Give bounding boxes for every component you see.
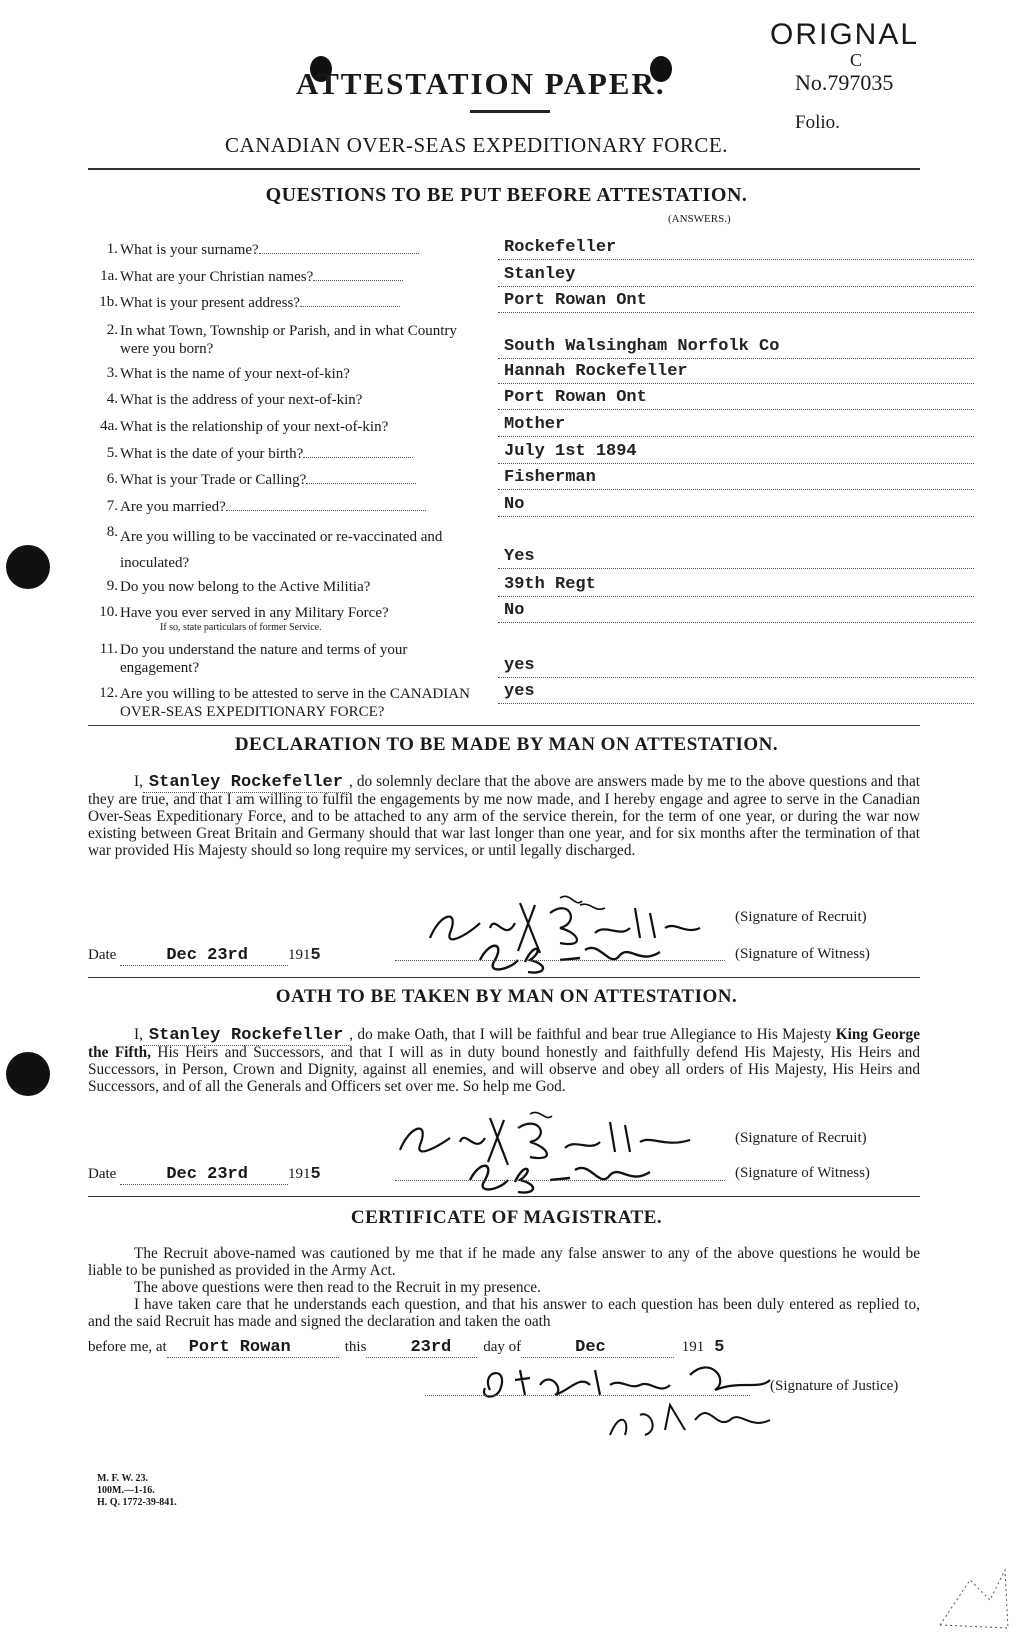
question-label: Are you married? xyxy=(120,499,226,515)
question-text xyxy=(120,241,560,259)
question-note: If so, state particulars of former Service. xyxy=(160,622,322,633)
declaration-name: Stanley Rockefeller xyxy=(143,773,349,793)
declaration-date: Dec 23rd xyxy=(120,946,288,966)
form-footer xyxy=(97,1473,177,1509)
year-suffix: 5 xyxy=(310,946,321,965)
answer-field: yes xyxy=(498,681,974,704)
date-label: Date xyxy=(88,1166,117,1182)
question-label: What is the date of your birth? xyxy=(120,446,304,462)
question-label: What is your surname? xyxy=(120,242,259,258)
year-suffix: 5 xyxy=(310,1165,321,1184)
question-number: 3. xyxy=(106,365,118,381)
question-number: 8. xyxy=(106,524,118,540)
answer-field: Port Rowan Ont xyxy=(498,290,974,313)
answer-field: 39th Regt xyxy=(498,574,974,597)
divider xyxy=(88,168,920,170)
reg-number xyxy=(795,70,893,96)
question-label: Are you willing to be vaccinated or re-vaccinated and inoculated? xyxy=(120,529,443,571)
question-number: 12. xyxy=(99,685,118,701)
oath-body-1: , do make Oath, that I will be faithful and bear true Allegiance to His Majesty xyxy=(349,1026,836,1043)
question-label: Are you willing to be attested to serve in the CANADIAN OVER-SEAS EXPEDITIONARY FORCE? xyxy=(120,686,470,720)
page-title: ATTESTATION PAPER. xyxy=(296,66,666,101)
oath-heading: OATH TO BE TAKEN BY MAN ON ATTESTATION. xyxy=(275,986,738,1007)
question-label: What is your Trade or Calling? xyxy=(120,472,307,488)
question-text xyxy=(120,391,560,409)
answer-field: yes xyxy=(498,655,974,678)
question-text xyxy=(120,641,480,677)
witness-signature-declaration xyxy=(470,930,670,978)
oath-king: King George the Fifth, xyxy=(88,1026,920,1061)
witness-signature-label: (Signature of Witness) xyxy=(735,1165,870,1181)
question-text xyxy=(120,445,560,463)
question-text xyxy=(120,604,560,622)
answer-field: No xyxy=(498,600,974,623)
declaration-body: , do solemnly declare that the above are answers made by me to the above questions and that they are true, and that I am willing to fulfil the engagements by me now made, and I hereby engage and agree to serve in the Canadian Over-Seas Expeditionary Force, and to be attached to any arm of the service therein, for the term of one year, or during the war now existing between Great Britain and Germany should that war last longer than one year, and for six months after the termination of that war provided His Majesty should so long require my services, or until legally discharged. xyxy=(88,773,920,859)
divider xyxy=(88,1196,920,1197)
certificate-day: 23rd xyxy=(366,1338,477,1358)
question-text xyxy=(120,365,560,383)
question-label: What are your Christian names? xyxy=(120,269,314,285)
oath-prefix: I, xyxy=(134,1026,143,1043)
footer-hq-number: H. Q. 1772-39-841. xyxy=(97,1497,177,1508)
answers-heading: (ANSWERS.) xyxy=(668,213,731,225)
question-number: 7. xyxy=(106,498,118,514)
question-number: 1b. xyxy=(99,294,118,310)
question-label: What is the name of your next-of-kin? xyxy=(120,366,350,382)
question-text xyxy=(120,294,560,312)
question-label: Do you now belong to the Active Militia? xyxy=(120,579,371,595)
question-number: 9. xyxy=(106,578,118,594)
witness-signature-line xyxy=(395,1180,725,1181)
oath-body-2: His Heirs and Successors, and that I will as in duty bound honestly and faithfully defend His Majesty, His Heirs and Successors, in Person, Crown and Dignity, against all enemies, and will observe and obey all orders of His Majesty, His Heirs and Successors, and of all the Generals and Officers set over me. So help me God. xyxy=(88,1044,920,1095)
answer-field: Mother xyxy=(498,414,974,437)
certificate-month: Dec xyxy=(521,1338,674,1358)
divider xyxy=(88,725,920,726)
question-number: 1. xyxy=(106,241,118,257)
declaration-date-line xyxy=(88,946,321,965)
question-number: 10. xyxy=(99,604,118,620)
reg-number-value: 797035 xyxy=(827,70,894,95)
question-text xyxy=(120,418,560,436)
oath-text xyxy=(88,1026,920,1095)
answer-field: South Walsingham Norfolk Co xyxy=(498,336,974,359)
recruit-signature-label: (Signature of Recruit) xyxy=(735,1130,867,1146)
answer-field: Fisherman xyxy=(498,467,974,490)
question-number: 5. xyxy=(106,445,118,461)
punch-hole-top xyxy=(6,545,50,589)
question-number: 1a. xyxy=(100,268,118,284)
certificate-heading: CERTIFICATE OF MAGISTRATE. xyxy=(350,1207,663,1228)
question-text xyxy=(120,685,470,721)
question-number: 2. xyxy=(106,322,118,338)
certificate-para-1: The Recruit above-named was cautioned by me that if he made any false answer to any of the above questions he would be liable to be punished as provided in the Army Act. xyxy=(88,1245,920,1279)
question-label: What is the address of your next-of-kin? xyxy=(120,392,363,408)
year-prefix: 191 xyxy=(681,1339,705,1355)
certificate-para-2: The above questions were then read to the Recruit in my presence. xyxy=(134,1279,541,1296)
reg-number-label: No. xyxy=(795,70,828,95)
before-me-label: before me, at xyxy=(88,1339,167,1355)
year-prefix: 191 xyxy=(287,947,311,963)
answer-field: Port Rowan Ont xyxy=(498,387,974,410)
day-of-label: day of xyxy=(483,1339,522,1355)
oath-date: Dec 23rd xyxy=(120,1165,288,1185)
question-number: 11. xyxy=(99,641,118,657)
footer-form-number: M. F. W. 23. xyxy=(97,1473,149,1484)
declaration-text xyxy=(88,773,920,859)
answer-field: Hannah Rockefeller xyxy=(498,361,974,384)
corner-stain xyxy=(930,1560,1010,1630)
witness-signature-label: (Signature of Witness) xyxy=(735,946,870,962)
answer-field: No xyxy=(498,494,974,517)
justice-signature-label: (Signature of Justice) xyxy=(770,1378,899,1394)
reg-number-prefix: C xyxy=(850,50,863,70)
page-subtitle xyxy=(0,133,1013,158)
question-text xyxy=(120,578,560,596)
original-stamp: ORIGNAL xyxy=(770,18,920,51)
declaration-heading: DECLARATION TO BE MADE BY MAN ON ATTESTATION. xyxy=(234,734,779,755)
this-label: this xyxy=(344,1339,367,1355)
answer-field: Yes xyxy=(498,546,974,569)
answer-field: Stanley xyxy=(498,264,974,287)
declaration-prefix: I, xyxy=(134,773,143,790)
question-text xyxy=(120,498,560,516)
answer-field: Rockefeller xyxy=(498,237,974,260)
question-text xyxy=(120,471,560,489)
question-label: In what Town, Township or Parish, and in what Country were you born? xyxy=(120,323,457,357)
question-label: Do you understand the nature and terms of your engagement? xyxy=(120,642,408,676)
question-number: 6. xyxy=(106,471,118,487)
question-text xyxy=(120,268,560,286)
year-suffix: 5 xyxy=(714,1338,725,1357)
oath-name: Stanley Rockefeller xyxy=(143,1026,349,1046)
punch-hole-bottom xyxy=(6,1052,50,1096)
question-label: What is the relationship of your next-of-kin? xyxy=(120,419,389,435)
witness-signature-oath xyxy=(460,1150,660,1198)
title-underline xyxy=(470,110,550,113)
answer-field: July 1st 1894 xyxy=(498,441,974,464)
question-number: 4a. xyxy=(100,418,118,434)
year-prefix: 191 xyxy=(287,1166,311,1182)
justice-signature xyxy=(470,1350,830,1450)
questions-heading: QUESTIONS TO BE PUT BEFORE ATTESTATION. xyxy=(265,184,748,206)
certificate-place: Port Rowan xyxy=(167,1338,339,1358)
question-text xyxy=(120,524,480,576)
folio-label: Folio. xyxy=(795,112,840,133)
witness-signature-line xyxy=(395,960,725,961)
question-label: What is your present address? xyxy=(120,295,300,311)
date-label: Date xyxy=(88,947,117,963)
subtitle-text: CANADIAN OVER-SEAS EXPEDITIONARY FORCE. xyxy=(225,133,728,157)
divider xyxy=(88,977,920,978)
oath-date-line xyxy=(88,1165,321,1184)
justice-signature-line xyxy=(425,1395,750,1396)
question-number: 4. xyxy=(106,391,118,407)
question-text xyxy=(120,322,480,358)
question-label: Have you ever served in any Military Force? xyxy=(120,605,389,621)
certificate-para-3: I have taken care that he understands each question, and that his answer to each question has been duly entered as replied to, and the said Recruit has made and signed the declaration and taken the oath xyxy=(88,1296,920,1330)
recruit-signature-label: (Signature of Recruit) xyxy=(735,909,867,925)
footer-print-run: 100M.—1-16. xyxy=(97,1485,155,1496)
